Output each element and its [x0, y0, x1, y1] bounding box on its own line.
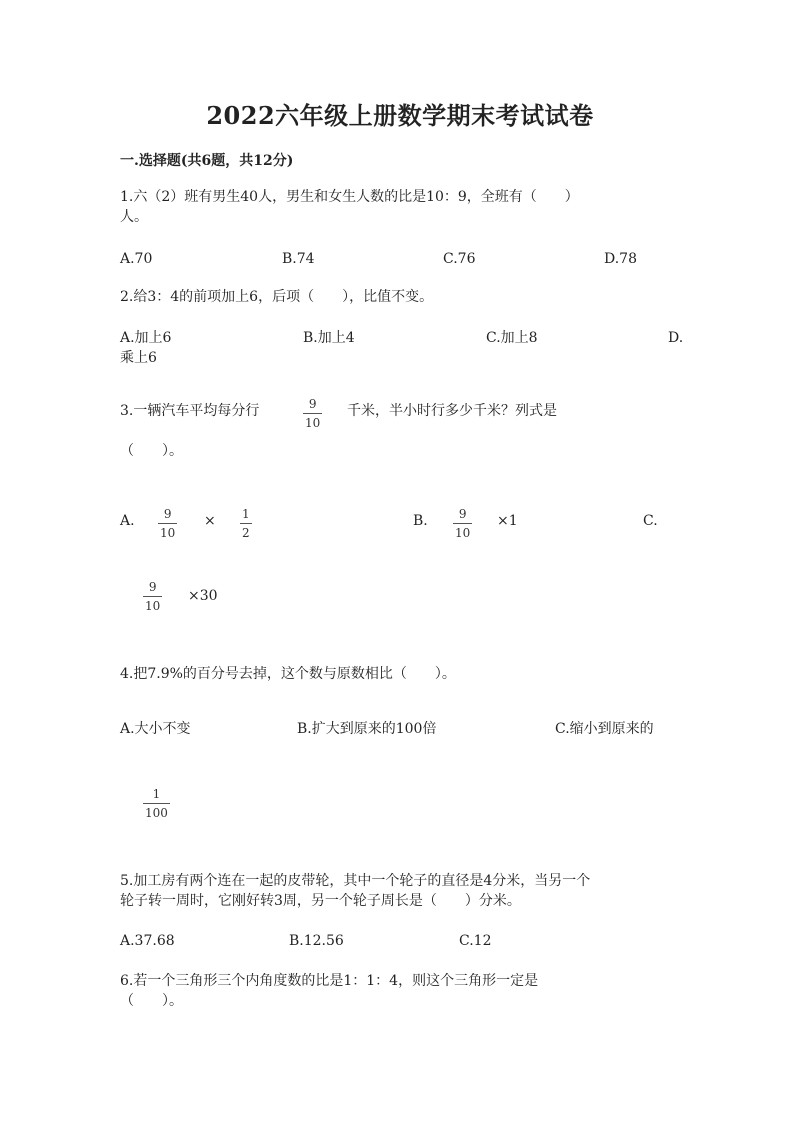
- question-3-fraction: [303, 397, 322, 430]
- question-3-text-cont: 千米，半小时行多少千米？列式是: [347, 403, 557, 419]
- question-3-option-c-label[interactable]: C.: [643, 513, 658, 529]
- question-1-text: 1.六（2）班有男生40人，男生和女生人数的比是10：9，全班有（ ）: [120, 189, 579, 205]
- question-1-text-cont: 人。: [120, 209, 148, 225]
- fraction-denominator: 10: [160, 526, 176, 540]
- question-2-option-c[interactable]: C.加上8: [486, 330, 538, 346]
- question-2-option-a[interactable]: A.加上6: [120, 330, 172, 346]
- question-4-option-b[interactable]: B.扩大到原来的100倍: [297, 721, 437, 737]
- times-operator: ×: [204, 513, 216, 529]
- fraction-bar: [240, 523, 252, 524]
- question-1-option-d[interactable]: D.78: [604, 251, 637, 267]
- fraction-denominator: 10: [455, 526, 471, 540]
- section-heading: 一.选择题(共6题，共12分): [120, 153, 294, 169]
- question-3-option-a-label[interactable]: A.: [120, 513, 135, 529]
- question-3-blank: （ ）。: [120, 443, 183, 459]
- question-3-option-a-fraction-1: [158, 507, 177, 540]
- question-5-option-c[interactable]: C.12: [459, 933, 492, 949]
- question-4-option-a[interactable]: A.大小不变: [120, 721, 191, 737]
- question-4-option-c[interactable]: C.缩小到原来的: [555, 721, 654, 737]
- fraction-bar: [453, 523, 472, 524]
- question-6-text: 6.若一个三角形三个内角度数的比是1：1：4，则这个三角形一定是: [120, 973, 539, 989]
- fraction-numerator: 1: [242, 507, 250, 521]
- fraction-bar: [143, 596, 162, 597]
- question-3-text: 3.一辆汽车平均每分行: [120, 403, 260, 419]
- fraction-denominator: 10: [145, 599, 161, 613]
- question-2-text: 2.给3：4的前项加上6，后项（ ），比值不变。: [120, 289, 434, 305]
- fraction-numerator: 9: [148, 580, 157, 594]
- fraction-denominator: 2: [242, 526, 250, 540]
- question-1-option-b[interactable]: B.74: [282, 251, 315, 267]
- fraction-numerator: 9: [458, 507, 467, 521]
- question-4-text: 4.把7.9%的百分号去掉，这个数与原数相比（ ）。: [120, 666, 456, 682]
- question-3-option-b-rest: ×1: [497, 513, 518, 529]
- fraction-denominator: 10: [305, 416, 321, 430]
- question-5-text: 5.加工房有两个连在一起的皮带轮，其中一个轮子的直径是4分米，当另一个: [120, 873, 591, 889]
- question-2-option-d-cont: 乘上6: [120, 350, 157, 366]
- fraction-bar: [158, 523, 177, 524]
- question-3-option-b-label[interactable]: B.: [413, 513, 428, 529]
- question-1-option-a[interactable]: A.70: [120, 251, 153, 267]
- question-3-option-b-fraction: [453, 507, 472, 540]
- question-3-option-c-fraction: [143, 580, 162, 613]
- question-3-option-a-fraction-2: [240, 507, 252, 540]
- fraction-numerator: 9: [163, 507, 172, 521]
- question-2-option-b[interactable]: B.加上4: [303, 330, 355, 346]
- fraction-numerator: 9: [308, 397, 317, 411]
- question-5-option-b[interactable]: B.12.56: [289, 933, 344, 949]
- question-3-option-c-rest: ×30: [188, 588, 218, 604]
- question-5-option-a[interactable]: A.37.68: [120, 933, 175, 949]
- fraction-denominator: 100: [145, 806, 168, 820]
- fraction-numerator: 1: [152, 787, 161, 801]
- question-6-text-cont: （ ）。: [120, 993, 183, 1009]
- fraction-bar: [143, 803, 170, 804]
- question-2-option-d[interactable]: D.: [668, 330, 684, 346]
- question-5-text-cont: 轮子转一周时，它刚好转3周，另一个轮子周长是（ ）分米。: [120, 893, 521, 909]
- question-4-option-c-fraction: [143, 787, 170, 820]
- page-title: 2022六年级上册数学期末考试试卷: [206, 101, 594, 130]
- question-1-option-c[interactable]: C.76: [443, 251, 476, 267]
- fraction-bar: [303, 413, 322, 414]
